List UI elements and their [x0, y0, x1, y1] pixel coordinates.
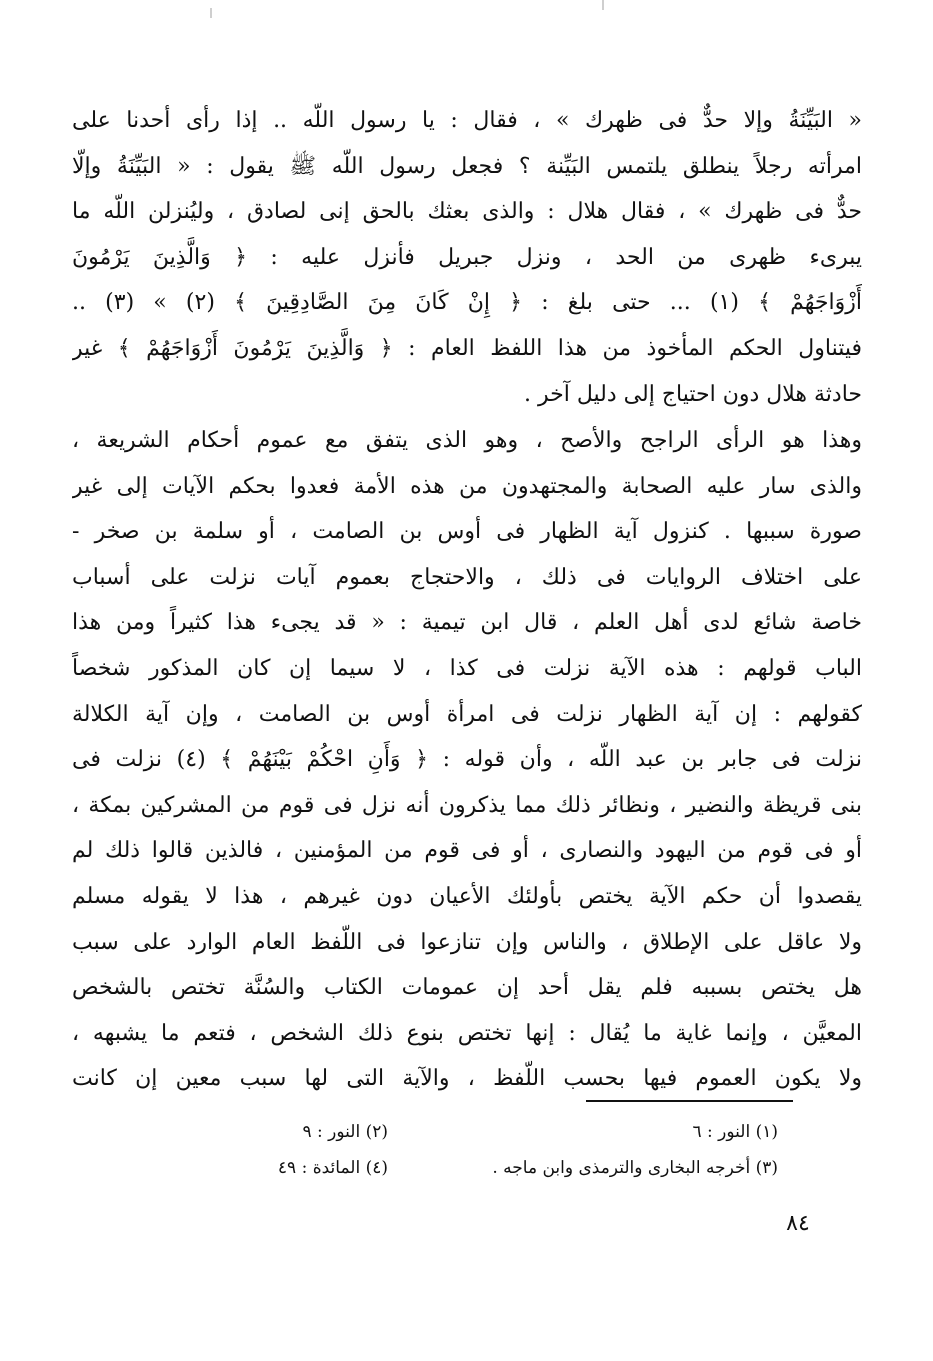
paragraph-line: « البَيِّنَةُ وإلا حدٌّ فى ظهرك » ، فقال : يا رسول اللّه .. إذا رأى أحدنا على — [72, 108, 862, 133]
paragraph-1 — [72, 98, 862, 417]
paragraph-2 — [72, 418, 862, 1102]
paragraph-line: امرأته رجلاً ينطلق يلتمس البَيِّنة ؟ فجعل رسول اللّه ﷺ يقول : « البَيِّنَةُ وإلّا — [72, 153, 862, 179]
paragraph-line: وهذا هو الرأى الراجح والأصح ، وهو الذى يتفق مع عموم أحكام الشريعة ، — [72, 428, 862, 453]
footnote-2: (٢) النور : ٩ — [302, 1122, 388, 1142]
paragraph-line: حادثة هلال دون احتياج إلى دليل آخر . — [524, 381, 862, 407]
footnote-4: (٤) المائدة : ٤٩ — [277, 1158, 388, 1178]
scan-speck — [210, 8, 212, 18]
footnote-3: (٣) أخرجه البخارى والترمذى وابن ماجه . — [492, 1158, 778, 1178]
paragraph-line: يبرىء ظهرى من الحد ، ونزل جبريل فأنزل عليه : ﴿ وَالَّذِينَ يَرْمُونَ — [72, 244, 862, 270]
footnote-1: (١) النور : ٦ — [692, 1122, 778, 1142]
paragraph-line: فيتناول الحكم المأخوذ من هذا اللفظ العام : ﴿ وَالَّذِينَ يَرْمُونَ أَزْوَاجَهُمْ ﴾ غير — [72, 335, 862, 361]
paragraph-line: بنى قريظة والنضير ، ونظائر ذلك مما يذكرون أنه نزل فى قوم من المشركين بمكة ، — [72, 792, 862, 818]
paragraph-line: صورة سببها . كنزول آية الظهار فى أوس بن الصامت ، أو سلمة بن صخر - — [72, 519, 862, 545]
page-number: ٨٤ — [786, 1211, 810, 1236]
paragraph-line: كقولهم : إن آية الظهار نزلت فى امرأة أوس بن الصامت ، وإن آية الكلالة — [72, 701, 862, 727]
paragraph-line: ولا عاقل على الإطلاق ، والناس وإن تنازعوا فى اللّفظ العام الوارد على سبب — [72, 929, 862, 955]
paragraph-line: نزلت فى جابر بن عبد اللّه ، وأن قوله : ﴿ وَأَنِ احْكُمْ بَيْنَهُمْ ﴾ (٤) نزلت فى — [72, 747, 862, 773]
paragraph-line: أَزْوَاجَهُمْ ﴾ (١) ... حتى بلغ : ﴿ إِنْ كَانَ مِنَ الصَّادِقِينَ ﴾ (٢) » (٣) .. — [72, 290, 862, 316]
paragraph-line: الباب قولهم : هذه الآية نزلت فى كذا ، لا سيما إن كان المذكور شخصاً — [72, 655, 862, 681]
footnote-divider — [586, 1100, 793, 1102]
paragraph-line: المعيَّن ، وإنما غاية ما يُقال : إنها تختص بنوع ذلك الشخص ، فتعم ما يشبهه ، — [72, 1020, 862, 1046]
paragraph-line: أو فى قوم من اليهود والنصارى ، أو فى قوم من المؤمنين ، فالذين قالوا ذلك لم — [72, 838, 862, 864]
paragraph-line: على اختلاف الروايات فى ذلك ، والاحتجاج بعموم آيات نزلت على أسباب — [72, 564, 862, 590]
paragraph-line: هل يختص بسببه فلم يقل أحد إن عمومات الكتاب والسُنَّة تختص بالشخص — [72, 975, 862, 1001]
paragraph-line: والذى سار عليه الصحابة والمجتهدون من هذه الأمة فعدوا بحكم الآيات إلى غير — [72, 473, 862, 499]
scan-speck — [602, 0, 604, 10]
paragraph-line: حدٌّ فى ظهرك » ، فقال هلال : والذى بعثك بالحق إنى لصادق ، وليُنزلن اللّه ما — [72, 199, 862, 225]
paragraph-line: ولا يكون العموم فيها بحسب اللّفظ ، والآية التى لها سبب معين إن كانت — [72, 1066, 862, 1092]
paragraph-line: يقصدوا أن حكم الآية يختص بأولئك الأعيان دون غيرهم ، هذا لا يقوله مسلم — [72, 883, 862, 909]
paragraph-line: خاصة شائع لدى أهل العلم ، قال ابن تيمية : « قد يجىء هذا كثيراً ومن هذا — [72, 610, 862, 636]
